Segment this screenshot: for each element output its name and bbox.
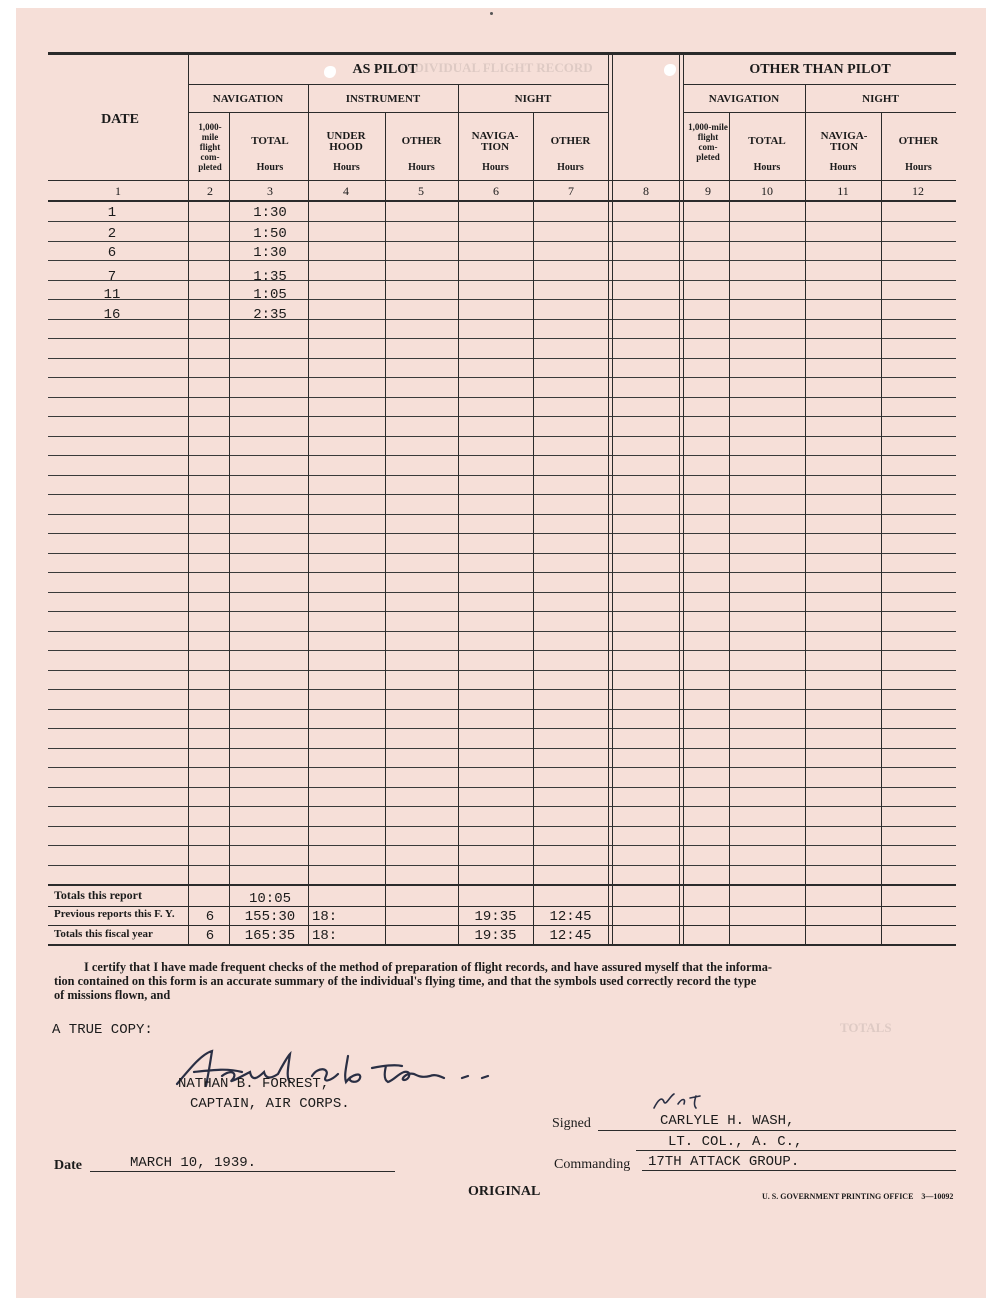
row-rule <box>48 826 956 827</box>
signed-label: Signed <box>552 1116 591 1131</box>
previous-night-navigation: 19:35 <box>474 909 517 925</box>
certification-line-2: tion contained on this form is an accurate summary of the individual's flying time, and that the symbols used correctly record the type <box>54 974 757 988</box>
true-copy-label: A TRUE COPY: <box>52 1022 153 1038</box>
printer-imprint: U. S. GOVERNMENT PRINTING OFFICE 3—10092 <box>762 1192 954 1201</box>
column-divider <box>533 112 534 945</box>
navigation-short-header: NAVIGA-TION <box>820 130 868 153</box>
column-divider <box>608 55 609 945</box>
under-hood-header: UNDER HOOD <box>326 130 366 153</box>
total-header: TOTAL <box>748 135 786 147</box>
row-rule <box>48 377 956 378</box>
header-rule <box>48 200 956 202</box>
certification-line-3: of missions flown, and <box>54 988 171 1002</box>
navigation-header: NAVIGATION <box>212 93 284 105</box>
column-divider <box>229 112 230 945</box>
row-rule <box>48 514 956 515</box>
hours-label: Hours <box>408 162 435 173</box>
column-divider <box>385 112 386 945</box>
header-rule <box>188 84 608 85</box>
other-header: OTHER <box>550 135 591 147</box>
initials-mark <box>650 1090 720 1112</box>
totals-rule <box>48 925 956 926</box>
column-number: 9 <box>705 184 711 198</box>
row-rule <box>48 806 956 807</box>
column-number: 1 <box>115 184 121 198</box>
previous-total: 155:30 <box>244 909 296 925</box>
certification-line-1: I certify that I have made frequent checks of the method of preparation of flight records, and have assured myself that the informa- <box>84 960 772 974</box>
date-header: DATE <box>101 112 139 127</box>
row-rule <box>48 787 956 788</box>
commanding-unit: 17TH ATTACK GROUP. <box>648 1154 800 1170</box>
other-header: OTHER <box>898 135 939 147</box>
mile-flight-header: 1,000-mile flight com-pleted <box>198 122 222 172</box>
row-rule <box>48 475 956 476</box>
row-rule <box>48 358 956 359</box>
row-rule <box>48 689 956 690</box>
row-rule <box>48 845 956 846</box>
column-divider <box>729 112 730 945</box>
night-header-right: NIGHT <box>862 93 899 105</box>
previous-night-other: 12:45 <box>549 909 592 925</box>
row-rule <box>48 397 956 398</box>
row-rule <box>48 650 956 651</box>
signature-line <box>636 1150 956 1151</box>
column-divider <box>881 112 882 945</box>
column-number: 12 <box>912 184 924 198</box>
hours-label: Hours <box>829 162 857 173</box>
column-number: 2 <box>207 184 213 198</box>
hours-label: Hours <box>753 162 781 173</box>
row-rule <box>48 748 956 749</box>
top-rule <box>48 52 956 55</box>
column-divider <box>308 84 309 945</box>
entry-date: 16 <box>103 307 121 323</box>
fiscal-under-hood: 18: <box>312 928 338 944</box>
hours-label: Hours <box>557 162 584 173</box>
entry-date: 7 <box>107 269 117 285</box>
fiscal-night-other: 12:45 <box>549 928 592 944</box>
fiscal-night-navigation: 19:35 <box>474 928 517 944</box>
instrument-header: INSTRUMENT <box>345 93 421 105</box>
row-rule <box>48 494 956 495</box>
row-rule <box>48 767 956 768</box>
bleed-through-text: INDIVIDUAL FLIGHT RECORD <box>400 60 593 75</box>
column-divider <box>679 55 680 945</box>
entry-date: 2 <box>107 226 117 242</box>
navigation-header-right: NAVIGATION <box>708 93 780 105</box>
night-header: NIGHT <box>514 93 552 105</box>
this-report-total: 10:05 <box>248 891 291 907</box>
column-number: 7 <box>568 184 574 198</box>
date-line <box>90 1171 395 1172</box>
date-label: Date <box>54 1158 82 1173</box>
other-header: OTHER <box>401 135 442 147</box>
entry-date: 6 <box>107 245 117 261</box>
column-number: 3 <box>267 184 273 198</box>
commander-rank: LT. COL., A. C., <box>668 1134 803 1150</box>
row-rule <box>48 572 956 573</box>
row-rule <box>48 221 956 222</box>
row-rule <box>48 241 956 242</box>
hours-label: Hours <box>905 162 932 173</box>
signature-line <box>598 1130 956 1131</box>
row-rule <box>48 533 956 534</box>
entry-total: 1:35 <box>253 269 287 285</box>
signature-line <box>642 1170 956 1171</box>
column-number: 4 <box>343 184 349 198</box>
previous-mile: 6 <box>205 909 215 925</box>
header-rule <box>48 180 956 181</box>
row-rule <box>48 338 956 339</box>
mile-flight-header: 1,000-mile flight com-pleted <box>688 122 728 162</box>
column-number: 10 <box>761 184 773 198</box>
other-than-pilot-header: OTHER THAN PILOT <box>749 62 891 77</box>
row-rule <box>48 319 956 320</box>
hours-label: Hours <box>256 162 284 173</box>
entry-total: 2:35 <box>253 307 287 323</box>
column-divider <box>683 55 684 945</box>
row-rule <box>48 709 956 710</box>
header-rule <box>188 112 608 113</box>
row-rule <box>48 280 956 281</box>
totals-this-report-label: Totals this report <box>54 888 143 902</box>
entry-date: 1 <box>107 205 117 221</box>
fiscal-mile: 6 <box>205 928 215 944</box>
row-rule <box>48 592 956 593</box>
column-number: 5 <box>418 184 424 198</box>
hours-label: Hours <box>482 162 509 173</box>
totals-fiscal-year-label: Totals this fiscal year <box>54 928 153 940</box>
row-rule <box>48 728 956 729</box>
commanding-label: Commanding <box>554 1157 631 1172</box>
entry-total: 1:30 <box>253 245 287 261</box>
row-rule <box>48 436 956 437</box>
row-rule <box>48 299 956 300</box>
row-rule <box>48 455 956 456</box>
row-rule <box>48 416 956 417</box>
row-rule <box>48 611 956 612</box>
header-rule <box>683 84 956 85</box>
signer-name: NATHAN B. FORREST, <box>178 1076 330 1092</box>
entry-date: 11 <box>103 287 121 303</box>
column-number: 6 <box>493 184 499 198</box>
as-pilot-header: AS PILOT <box>352 62 418 77</box>
navigation-short-header: NAVIGA-TION <box>471 130 519 153</box>
totals-rule <box>48 884 956 886</box>
row-rule <box>48 260 956 261</box>
row-rule <box>48 865 956 866</box>
column-divider <box>188 55 189 945</box>
paper-mark <box>490 12 493 15</box>
totals-rule <box>48 906 956 907</box>
column-divider <box>458 84 459 945</box>
totals-rule <box>48 944 956 946</box>
row-rule <box>48 553 956 554</box>
row-rule <box>48 670 956 671</box>
date-value: MARCH 10, 1939. <box>130 1155 257 1171</box>
total-header: TOTAL <box>251 135 289 147</box>
column-number: 8 <box>643 184 649 198</box>
column-divider <box>805 84 806 945</box>
original-label: ORIGINAL <box>468 1184 541 1199</box>
entry-total: 1:50 <box>253 226 287 242</box>
header-rule <box>683 112 956 113</box>
column-number: 11 <box>837 184 849 198</box>
commander-name: CARLYLE H. WASH, <box>660 1113 795 1129</box>
bleed-through-text: TOTALS <box>840 1020 892 1035</box>
entry-total: 1:05 <box>253 287 287 303</box>
signer-title: CAPTAIN, AIR CORPS. <box>190 1096 350 1112</box>
column-divider <box>612 55 613 945</box>
previous-under-hood: 18: <box>312 909 338 925</box>
row-rule <box>48 631 956 632</box>
entry-total: 1:30 <box>253 205 287 221</box>
fiscal-total: 165:35 <box>244 928 296 944</box>
hours-label: Hours <box>333 162 360 173</box>
previous-reports-label: Previous reports this F. Y. <box>54 908 175 920</box>
